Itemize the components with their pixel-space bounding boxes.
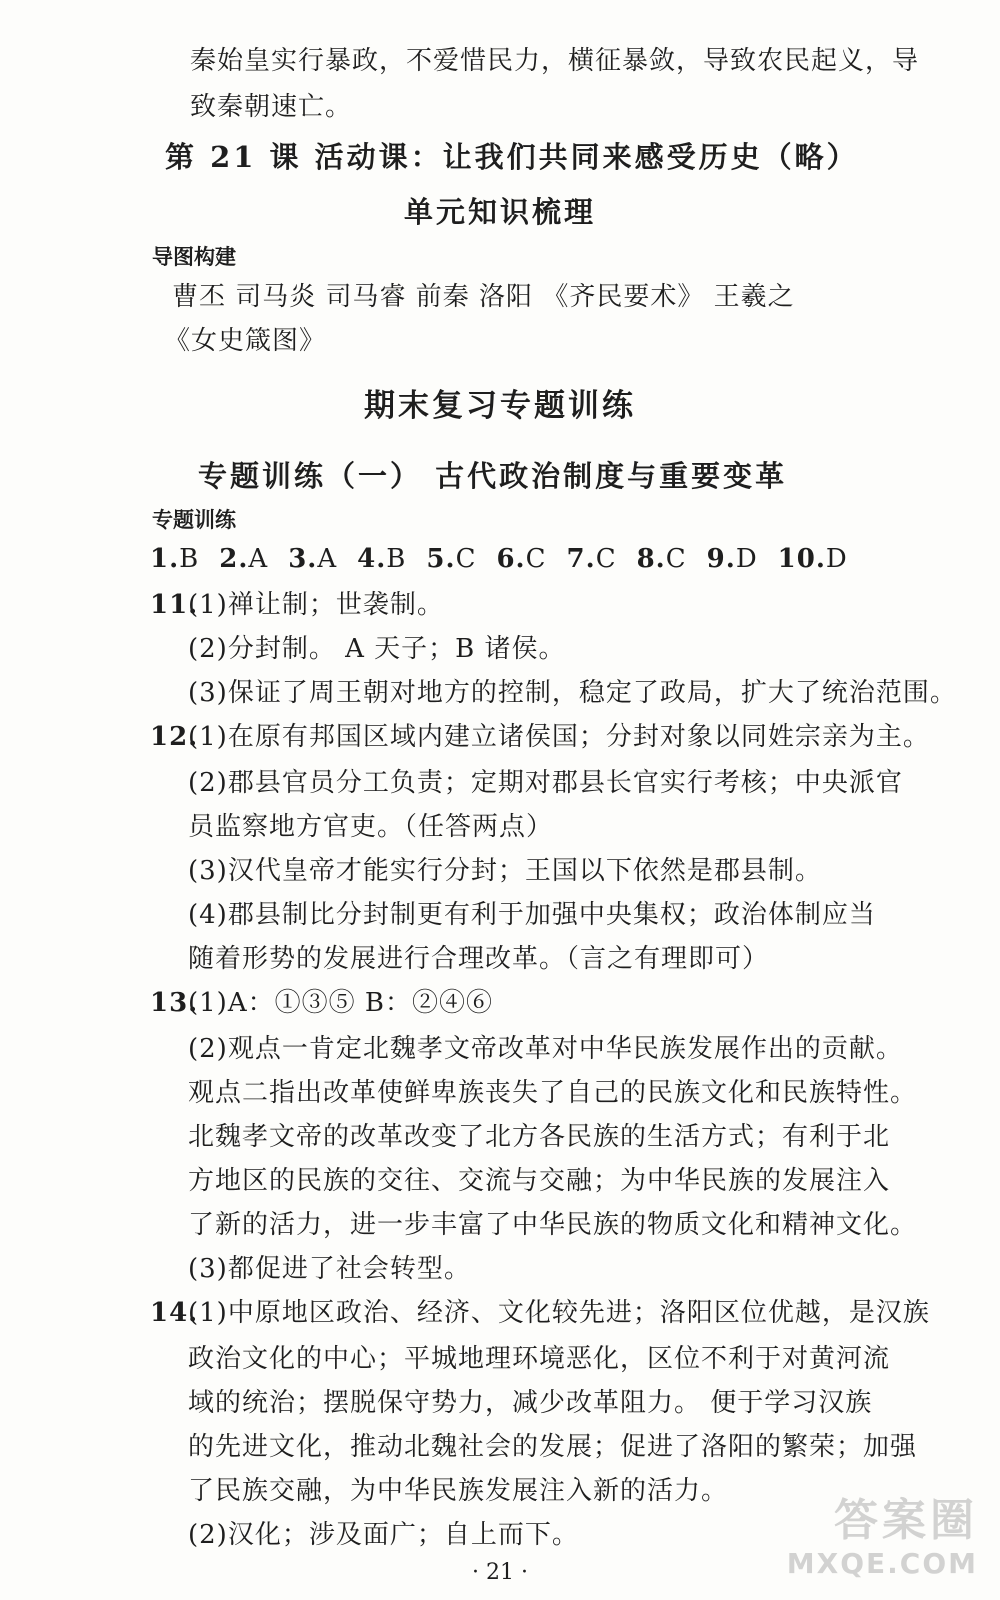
mc-answer bbox=[219, 540, 268, 578]
intro-line-2: 致秦朝速亡。 bbox=[190, 92, 353, 122]
q12-part-4b: 随着形势的发展进行合理改革。（言之有理即可） bbox=[188, 944, 770, 974]
topic-1-section-label: 专题训练 bbox=[152, 508, 236, 532]
q12-part-1: (1)在原有邦国区域内建立诸侯国；分封对象以同姓宗亲为主。 bbox=[188, 722, 930, 752]
q14-part-1a: (1)中原地区政治、经济、文化较先进；洛阳区位优越，是汉族 bbox=[188, 1298, 930, 1328]
q14-part-1b: 政治文化的中心；平城地理环境恶化，区位不利于对黄河流 bbox=[188, 1344, 891, 1374]
q13-part-2a: (2)观点一肯定北魏孝文帝改革对中华民族发展作出的贡献。 bbox=[188, 1034, 903, 1064]
question-14-number: 14. bbox=[150, 1298, 199, 1328]
mc-answer-letter: C bbox=[525, 544, 547, 574]
mc-answer-number: 10. bbox=[777, 544, 826, 574]
topic-1-title: 专题训练（一） 古代政治制度与重要变革 bbox=[198, 459, 788, 493]
q12-part-2b: 员监察地方官吏。（任答两点） bbox=[188, 812, 554, 842]
mc-answer bbox=[150, 540, 199, 578]
mc-answer bbox=[426, 540, 476, 578]
q11-part-1: (1)禅让制；世袭制。 bbox=[188, 590, 444, 620]
q12-part-4a: (4)郡县制比分封制更有利于加强中央集权；政治体制应当 bbox=[188, 900, 876, 930]
page-number: · 21 · bbox=[472, 1560, 528, 1585]
mc-answer-number: 1. bbox=[150, 544, 180, 574]
mc-answer-letter: B bbox=[386, 544, 407, 574]
mc-answer-number: 9. bbox=[706, 544, 736, 574]
mc-answer-letter: C bbox=[595, 544, 617, 574]
mc-answer-number: 2. bbox=[219, 544, 249, 574]
lesson-21-title: 第 21 课 活动课：让我们共同来感受历史（略） bbox=[165, 140, 859, 174]
watermark-text-top: 答案圈 bbox=[834, 1495, 978, 1546]
q11-part-2: (2)分封制。 A 天子；B 诸侯。 bbox=[188, 634, 566, 664]
mc-answer-letter: D bbox=[825, 544, 848, 574]
mc-answer bbox=[496, 540, 546, 578]
mc-answer-letter: C bbox=[455, 544, 477, 574]
q13-part-2c: 北魏孝文帝的改革改变了北方各民族的生活方式；有利于北 bbox=[188, 1122, 891, 1152]
mc-answer-letter: A bbox=[317, 544, 338, 574]
q13-part-2b: 观点二指出改革使鲜卑族丧失了自己的民族文化和民族特性。 bbox=[188, 1078, 918, 1108]
keywords-line-2: 《女史箴图》 bbox=[164, 326, 327, 356]
mc-answer-number: 7. bbox=[566, 544, 596, 574]
question-11-number: 11. bbox=[150, 590, 199, 620]
unit-review-title: 单元知识梳理 bbox=[403, 195, 596, 229]
q13-part-1: (1)A：①③⑤ B：②④⑥ bbox=[188, 988, 493, 1018]
final-review-title: 期末复习专题训练 bbox=[364, 388, 636, 424]
q14-part-1d: 的先进文化，推动北魏社会的发展；促进了洛阳的繁荣；加强 bbox=[188, 1432, 918, 1462]
q11-part-3: (3)保证了周王朝对地方的控制，稳定了政局，扩大了统治范围。 bbox=[188, 678, 957, 708]
question-12-number: 12. bbox=[150, 722, 199, 752]
q14-part-1e: 了民族交融，为中华民族发展注入新的活力。 bbox=[188, 1476, 729, 1506]
q13-part-2e: 了新的活力，进一步丰富了中华民族的物质文化和精神文化。 bbox=[188, 1210, 918, 1240]
mc-answer bbox=[637, 540, 687, 578]
mc-answer-number: 3. bbox=[288, 544, 318, 574]
keywords-line-1: 曹丕 司马炎 司马睿 前秦 洛阳 《齐民要术》 王羲之 bbox=[172, 282, 795, 312]
q13-part-3: (3)都促进了社会转型。 bbox=[188, 1254, 471, 1284]
mc-answer bbox=[707, 540, 758, 578]
q14-part-2: (2)汉化；涉及面广；自上而下。 bbox=[188, 1520, 579, 1550]
mc-answer-letter: D bbox=[735, 544, 758, 574]
q13-part-2d: 方地区的民族的交往、交流与交融；为中华民族的发展注入 bbox=[188, 1166, 891, 1196]
mc-answer-number: 5. bbox=[426, 544, 456, 574]
q12-part-2a: (2)郡县官员分工负责；定期对郡县长官实行考核；中央派官 bbox=[188, 768, 903, 798]
mc-answer-number: 8. bbox=[636, 544, 666, 574]
multiple-choice-answers bbox=[150, 540, 868, 578]
watermark-logo bbox=[782, 1484, 982, 1580]
mc-answer bbox=[288, 540, 337, 578]
question-13-number: 13. bbox=[150, 988, 199, 1018]
q12-part-3: (3)汉代皇帝才能实行分封；王国以下依然是郡县制。 bbox=[188, 856, 822, 886]
mc-answer-letter: A bbox=[248, 544, 269, 574]
mind-map-label: 导图构建 bbox=[152, 245, 236, 269]
mc-answer-number: 6. bbox=[496, 544, 526, 574]
mc-answer-number: 4. bbox=[357, 544, 387, 574]
mc-answer-letter: B bbox=[179, 544, 200, 574]
mc-answer-letter: C bbox=[665, 544, 687, 574]
intro-line-1: 秦始皇实行暴政，不爱惜民力，横征暴敛，导致农民起义，导 bbox=[190, 46, 920, 76]
watermark-text-bottom: MXQE.COM bbox=[786, 1547, 978, 1580]
mc-answer bbox=[778, 540, 848, 578]
q14-part-1c: 域的统治；摆脱保守势力，减少改革阻力。 便于学习汉族 bbox=[188, 1388, 873, 1418]
mc-answer bbox=[357, 540, 406, 578]
mc-answer bbox=[567, 540, 617, 578]
